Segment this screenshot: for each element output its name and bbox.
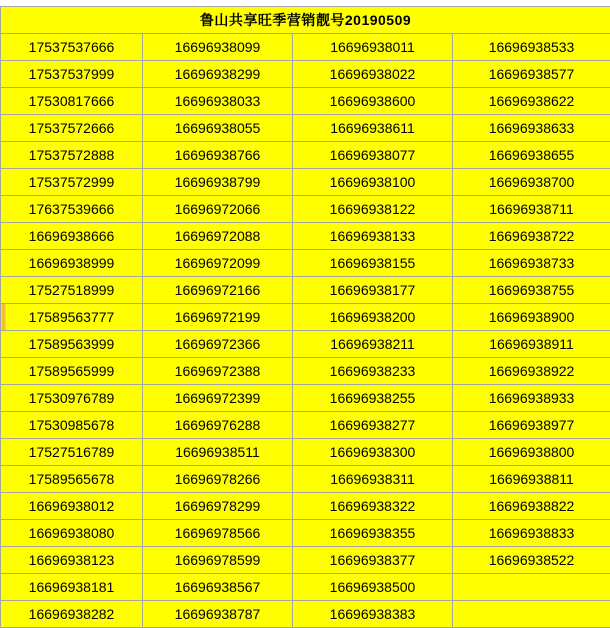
table-row [1,34,610,61]
phone-number-cell[interactable]: 16696938722 [453,223,610,250]
phone-number-cell[interactable]: 16696938033 [143,88,293,115]
phone-number-cell[interactable]: 16696938155 [293,250,453,277]
phone-number-cell[interactable]: 16696938377 [293,547,453,574]
phone-number-cell[interactable]: 16696938977 [453,412,610,439]
phone-number-cell[interactable]: 16696938200 [293,304,453,331]
table-row [1,520,610,547]
phone-number-cell[interactable]: 16696938755 [453,277,610,304]
phone-number-cell[interactable]: 16696938282 [1,601,143,628]
table-row [1,439,610,466]
phone-number-cell[interactable]: 16696938277 [293,412,453,439]
phone-number-cell[interactable]: 16696938100 [293,169,453,196]
phone-number-cell[interactable]: 16696938600 [293,88,453,115]
table-body [1,7,610,628]
phone-number-cell[interactable]: 16696938080 [1,520,143,547]
table-row [1,358,610,385]
phone-number-cell[interactable]: 16696938522 [453,547,610,574]
phone-number-cell[interactable]: 16696938255 [293,385,453,412]
phone-number-cell[interactable]: 16696938633 [453,115,610,142]
table-row [1,412,610,439]
phone-number-cell[interactable]: 17589565999 [1,358,143,385]
document-title: 鲁山共享旺季营销靓号20190509 [1,7,610,34]
table-row [1,61,610,88]
table-row [1,250,610,277]
table-title-row [1,7,610,34]
phone-number-cell[interactable]: 16696938233 [293,358,453,385]
phone-number-cell[interactable]: 17537572888 [1,142,143,169]
table-row [1,88,610,115]
phone-number-cell[interactable]: 16696938500 [293,574,453,601]
table-row [1,169,610,196]
phone-number-cell[interactable]: 16696938533 [453,34,610,61]
table-row [1,493,610,520]
phone-number-cell[interactable]: 16696938911 [453,331,610,358]
phone-number-cell[interactable]: 16696938211 [293,331,453,358]
phone-number-cell[interactable]: 16696938900 [453,304,610,331]
phone-number-cell[interactable]: 17530817666 [1,88,143,115]
phone-number-cell[interactable]: 16696938800 [453,439,610,466]
phone-number-cell[interactable]: 16696938700 [453,169,610,196]
phone-number-cell[interactable]: 17537537666 [1,34,143,61]
phone-number-cell[interactable]: 16696972399 [143,385,293,412]
phone-number-cell[interactable]: 17527516789 [1,439,143,466]
phone-number-cell[interactable]: 16696938711 [453,196,610,223]
phone-number-cell[interactable]: 17537572666 [1,115,143,142]
phone-number-cell[interactable]: 16696938577 [453,61,610,88]
phone-number-cell[interactable]: 17530985678 [1,412,143,439]
phone-number-cell[interactable] [453,601,610,628]
phone-number-cell[interactable]: 16696972366 [143,331,293,358]
phone-number-cell[interactable]: 16696938511 [143,439,293,466]
phone-number-cell[interactable]: 16696938567 [143,574,293,601]
phone-number-cell[interactable]: 16696938299 [143,61,293,88]
phone-number-cell[interactable]: 16696938022 [293,61,453,88]
phone-number-cell[interactable]: 16696972066 [143,196,293,223]
phone-number-cell[interactable]: 16696938933 [453,385,610,412]
phone-number-cell[interactable]: 16696978599 [143,547,293,574]
table-row [1,142,610,169]
phone-number-cell[interactable]: 16696972199 [143,304,293,331]
table-row [1,385,610,412]
phone-number-cell[interactable]: 16696938611 [293,115,453,142]
phone-number-cell[interactable]: 16696938122 [293,196,453,223]
phone-number-cell[interactable]: 17589563777 [1,304,143,331]
phone-number-cell[interactable]: 16696938733 [453,250,610,277]
phone-number-cell[interactable]: 16696938787 [143,601,293,628]
table-row [1,331,610,358]
phone-number-cell[interactable]: 17537572999 [1,169,143,196]
phone-number-cell[interactable]: 16696938077 [293,142,453,169]
table-row [1,223,610,250]
phone-number-cell[interactable]: 16696938622 [453,88,610,115]
phone-number-cell[interactable]: 16696938922 [453,358,610,385]
phone-number-cell[interactable]: 17589565678 [1,466,143,493]
phone-number-cell[interactable]: 16696938311 [293,466,453,493]
phone-number-cell[interactable]: 16696938011 [293,34,453,61]
phone-number-cell[interactable]: 16696978299 [143,493,293,520]
phone-number-cell[interactable]: 16696938655 [453,142,610,169]
phone-number-cell[interactable]: 16696978566 [143,520,293,547]
phone-number-cell[interactable]: 16696938133 [293,223,453,250]
table-row [1,547,610,574]
table-row [1,574,610,601]
phone-number-cell[interactable]: 16696972099 [143,250,293,277]
phone-number-cell[interactable]: 17589563999 [1,331,143,358]
table-row [1,601,610,628]
phone-number-cell[interactable]: 16696976288 [143,412,293,439]
phone-number-table [0,6,610,628]
phone-number-cell[interactable]: 17537537999 [1,61,143,88]
phone-number-cell[interactable]: 16696938766 [143,142,293,169]
phone-number-cell[interactable]: 16696938822 [453,493,610,520]
phone-number-cell[interactable]: 16696938833 [453,520,610,547]
phone-number-cell[interactable]: 17527518999 [1,277,143,304]
phone-number-cell[interactable]: 16696938181 [1,574,143,601]
phone-number-cell[interactable]: 16696938123 [1,547,143,574]
phone-number-cell[interactable]: 16696938055 [143,115,293,142]
phone-number-cell[interactable]: 16696972088 [143,223,293,250]
phone-number-cell[interactable]: 17530976789 [1,385,143,412]
table-row [1,196,610,223]
table-row [1,466,610,493]
phone-number-cell[interactable]: 16696972388 [143,358,293,385]
table-row [1,304,610,331]
phone-number-cell[interactable]: 16696978266 [143,466,293,493]
phone-number-cell[interactable]: 16696938799 [143,169,293,196]
phone-number-cell[interactable]: 16696938666 [1,223,143,250]
phone-number-cell[interactable]: 16696938355 [293,520,453,547]
phone-number-cell[interactable]: 16696938300 [293,439,453,466]
table-row [1,277,610,304]
phone-number-cell[interactable]: 17637539666 [1,196,143,223]
phone-number-cell[interactable]: 16696938999 [1,250,143,277]
phone-number-cell[interactable]: 16696938383 [293,601,453,628]
phone-number-cell[interactable] [453,574,610,601]
phone-number-cell[interactable]: 16696938012 [1,493,143,520]
phone-number-cell[interactable]: 16696938177 [293,277,453,304]
phone-number-cell[interactable]: 16696938322 [293,493,453,520]
table-row [1,115,610,142]
phone-number-cell[interactable]: 16696938099 [143,34,293,61]
phone-number-cell[interactable]: 16696972166 [143,277,293,304]
phone-number-cell[interactable]: 16696938811 [453,466,610,493]
